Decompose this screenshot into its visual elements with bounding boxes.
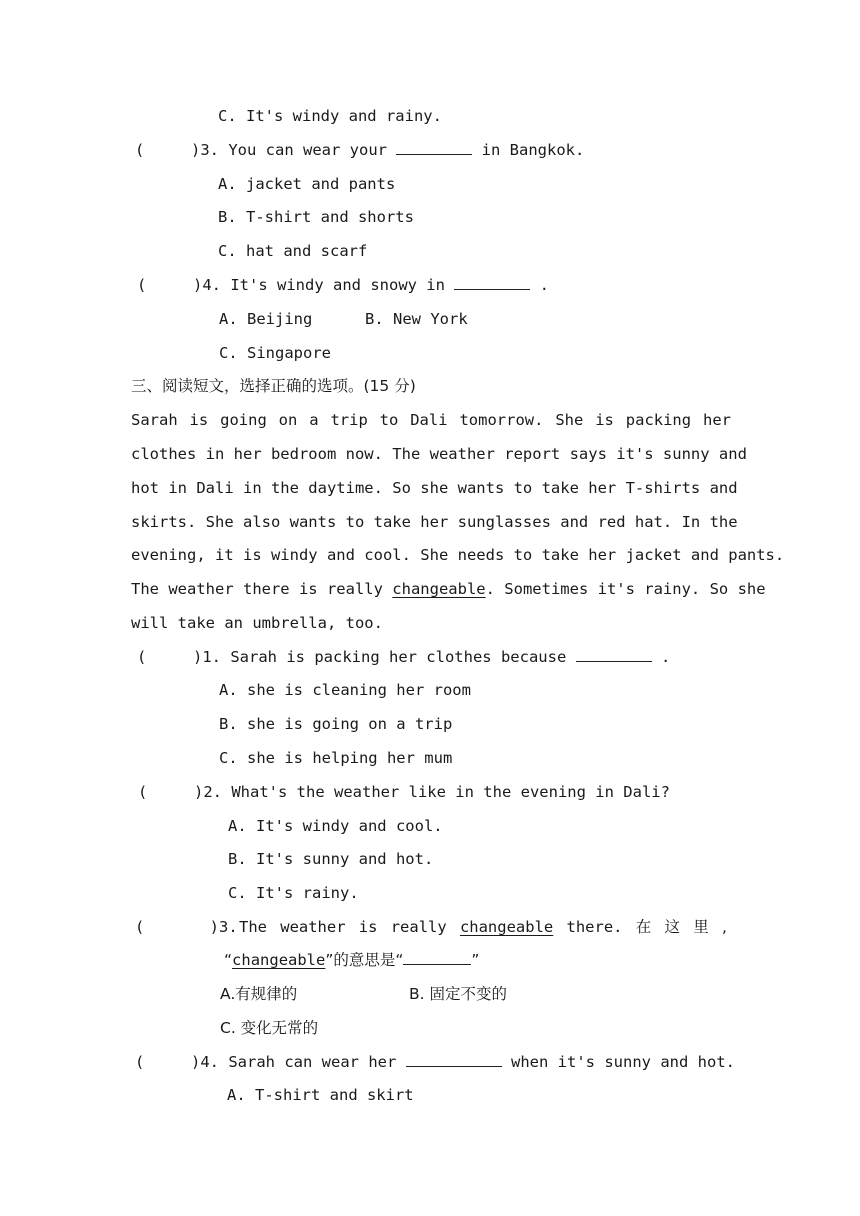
answer-paren[interactable]: ( )3. (135, 918, 238, 936)
option-b: B. 固定不变的 (409, 985, 507, 1003)
question-2 (138, 782, 670, 802)
answer-blank[interactable] (403, 950, 471, 965)
option-b: B. T-shirt and shorts (218, 208, 414, 226)
option-c: C. It's rainy. (228, 884, 359, 902)
answer-blank[interactable] (396, 140, 472, 155)
answer-paren[interactable]: ( )4. (135, 1053, 219, 1071)
question-stem-end: . (539, 276, 550, 294)
question-3 (135, 140, 584, 160)
underlined-word: changeable (459, 918, 554, 936)
stem-word: , (721, 918, 727, 936)
option-a: A. It's windy and cool. (228, 817, 443, 835)
question-4 (135, 1052, 735, 1072)
stem-text: ”的意思是“ (325, 951, 404, 969)
question-3 (135, 917, 238, 937)
section-heading: 三、阅读短文，选择正确的选项。(15 分) (131, 377, 416, 395)
passage-line: clothes in her bedroom now. The weather report says it's sunny and (131, 445, 747, 463)
passage-line: Sarah is going on a trip to Dali tomorrow. She is packing her (131, 411, 731, 429)
stem-word: really (390, 918, 447, 936)
passage-text: The weather there is really (131, 580, 393, 598)
option-b: B. It's sunny and hot. (228, 850, 434, 868)
stem-word: there. (566, 918, 623, 936)
question-stem-end: when it's sunny and hot. (511, 1053, 735, 1071)
option-c: C. hat and scarf (218, 242, 368, 260)
option-c: C. 变化无常的 (220, 1019, 319, 1037)
option-a: A. she is cleaning her room (219, 681, 471, 699)
option-c: C. Singapore (219, 344, 331, 362)
question-stem-end: . (660, 648, 671, 666)
passage-line: will take an umbrella, too. (131, 614, 383, 632)
option-a: A. T-shirt and skirt (227, 1086, 414, 1104)
question-4 (137, 275, 549, 295)
quote-close: ” (471, 951, 480, 969)
answer-paren[interactable]: ( )4. (137, 276, 221, 294)
quote-open: “ (224, 951, 233, 969)
option-c: C. It's windy and rainy. (218, 107, 442, 125)
passage-text: . Sometimes it's rainy. So she (485, 580, 766, 598)
stem-word: is (358, 918, 378, 936)
option-a: A. Beijing (219, 310, 313, 328)
answer-blank[interactable] (576, 647, 652, 662)
stem-word: 里 (693, 918, 709, 936)
question-stem: You can wear your (228, 141, 387, 159)
option-b: B. she is going on a trip (219, 715, 453, 733)
option-a: A.有规律的 (220, 985, 298, 1003)
question-stem: Sarah can wear her (228, 1053, 397, 1071)
stem-word: 在 (635, 918, 652, 936)
stem-word: 这 (664, 918, 680, 936)
answer-blank[interactable] (406, 1052, 502, 1067)
passage-line (131, 579, 766, 599)
option-b: B. New York (365, 310, 468, 328)
question-stem (239, 917, 727, 937)
passage-line: skirts. She also wants to take her sunglasses and red hat. In the (131, 513, 738, 531)
passage-line: evening, it is windy and cool. She needs to take her jacket and pants. (131, 546, 785, 564)
question-stem: Sarah is packing her clothes because (230, 648, 567, 666)
stem-word: The (239, 918, 267, 936)
question-stem-line2 (224, 950, 479, 970)
passage-line: hot in Dali in the daytime. So she wants to take her T-shirts and (131, 479, 738, 497)
question-stem-end: in Bangkok. (481, 141, 585, 159)
stem-word: weather (280, 918, 346, 936)
underlined-word: changeable (232, 951, 326, 969)
option-a: A. jacket and pants (218, 175, 396, 193)
option-c: C. she is helping her mum (219, 749, 453, 767)
answer-blank[interactable] (454, 275, 530, 290)
answer-paren[interactable]: ( )2. (138, 783, 222, 801)
question-stem: What's the weather like in the evening in Dali? (231, 783, 670, 801)
underlined-word: changeable (392, 580, 486, 598)
question-1 (137, 647, 670, 667)
answer-paren[interactable]: ( )3. (135, 141, 219, 159)
question-stem: It's windy and snowy in (230, 276, 445, 294)
answer-paren[interactable]: ( )1. (137, 648, 221, 666)
